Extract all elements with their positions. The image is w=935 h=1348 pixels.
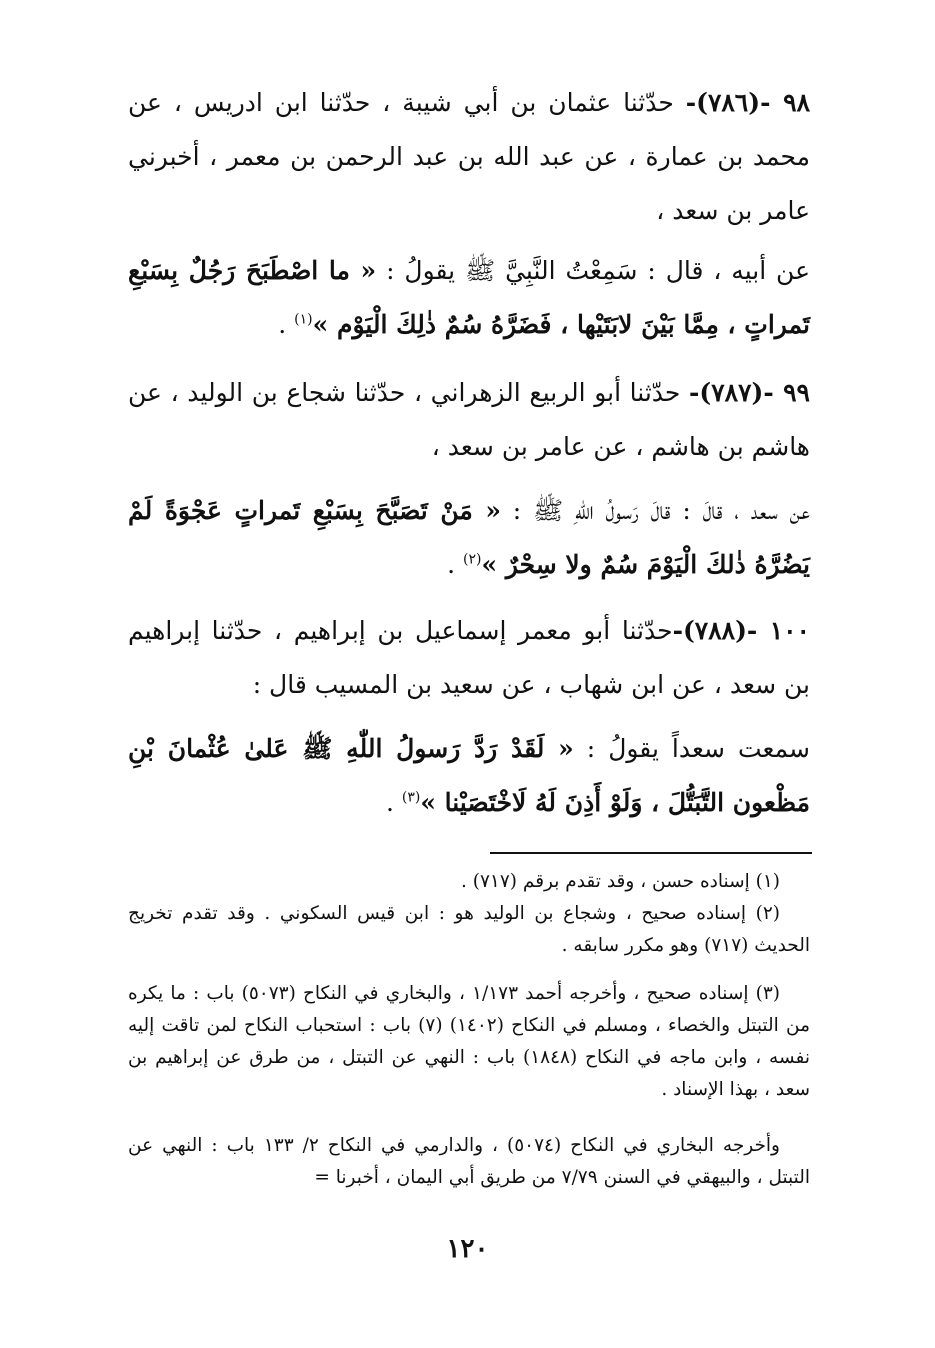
hadith-99-chain-text: حدّثنا أبو الربيع الزهراني ، حدّثنا شجاع بن الوليد ، عن هاشم بن هاشم ، عن عامر بن سعد ، bbox=[128, 378, 810, 461]
hadith-99-end: . bbox=[447, 550, 464, 579]
footnote-3-continued: وأخرجه البخاري في النكاح (٥٠٧٤) ، والدارمي في النكاح ٢/ ١٣٣ باب : النهي عن التبتل ، والبيهقي في السنن ٧/٧٩ من طريق أبي اليمان ، أخبرنا = bbox=[128, 1135, 810, 1188]
footnote-1: (١) إسناده حسن ، وقد تقدم برقم (٧١٧) . bbox=[460, 871, 780, 892]
hadith-100-matn bbox=[128, 722, 810, 830]
hadith-98-matn bbox=[128, 244, 810, 352]
hadith-98-chain bbox=[128, 76, 810, 238]
page-number: ١٢٠ bbox=[446, 1234, 489, 1264]
footnote-separator bbox=[490, 852, 812, 854]
footnote-ref-1: (١) bbox=[294, 311, 313, 328]
hadith-100-text: « لَقَدْ رَدَّ رَسولُ اللّٰهِ ﷺ عَلىٰ عُثْمانَ بْنِ مَظْعون التَّبَتُّلَ ، وَلَوْ أَذِنَ لَهُ لَاخْتَصَيْنا » bbox=[128, 734, 810, 817]
hadith-98-intro: عن أبيه ، قال : سَمِعْتُ النَّبِيَّ ﷺ يقولُ : bbox=[376, 256, 810, 285]
hadith-100-chain bbox=[128, 604, 810, 712]
hadith-100-intro: سمعت سعداً يقولُ : bbox=[573, 734, 810, 763]
footnote-ref-2: (٢) bbox=[463, 551, 482, 568]
hadith-98-end: . bbox=[278, 310, 295, 339]
hadith-99-intro: عن سعد ، قالَ : قالَ رَسولُ اللّٰهِ ﷺ : bbox=[500, 496, 810, 525]
footnote-ref-3: (٣) bbox=[401, 789, 421, 806]
footnote-2: (٢) إسناده صحيح ، وشجاع بن الوليد هو : ابن قيس السكوني . وقد تقدم تخريج الحديث (٧١٧) وهو مكرر سابقه . bbox=[128, 903, 810, 956]
hadith-99-text: « مَنْ تَصَبَّحَ بِسَبْعِ تَمراتٍ عَجْوَةً لَمْ يَضُرَّهُ ذٰلكَ الْيَوْمَ سُمٌ ولا سِحْرٌ » bbox=[128, 496, 810, 579]
hadith-99-chain bbox=[128, 366, 810, 474]
hadith-98-chain-text: حدّثنا عثمان بن أبي شيبة ، حدّثنا ابن ادريس ، عن محمد بن عمارة ، عن عبد الله بن عبد الرحمن بن معمر ، أخبرني عامر بن سعد ، bbox=[128, 88, 810, 225]
hadith-100-end: . bbox=[385, 788, 402, 817]
hadith-100-chain-text: حدّثنا أبو معمر إسماعيل بن إبراهيم ، حدّثنا إبراهيم بن سعد ، عن ابن شهاب ، عن سعيد بن المسيب قال : bbox=[128, 616, 810, 699]
hadith-99-number: ٩٩ -(٧٨٧)- bbox=[689, 378, 810, 407]
footnote-3: (٣) إسناده صحيح ، وأخرجه أحمد ١/١٧٣ ، والبخاري في النكاح (٥٠٧٣) باب : ما يكره من التبتل والخصاء ، ومسلم في النكاح (١٤٠٢) (٧) باب : استحباب النكاح لمن تاقت إليه نفسه ، وابن ماجه في النكاح (١٨٤٨) باب : النهي عن التبتل ، من طرق عن إبراهيم بن سعد ، بهذا الإسناد . bbox=[128, 983, 810, 1100]
hadith-98-number: ٩٨ -(٧٨٦)- bbox=[685, 88, 810, 117]
hadith-100-number: ١٠٠ -(٧٨٨)- bbox=[672, 616, 810, 645]
hadith-98-text: « ما اصْطَبَحَ رَجُلٌ بِسَبْعِ تَمراتٍ ، مِمَّا بَيْنَ لابَتَيْها ، فَضَرَّهُ سُمٌ ذٰلِكَ الْيَوْم » bbox=[128, 256, 810, 339]
hadith-99-matn bbox=[128, 484, 810, 592]
